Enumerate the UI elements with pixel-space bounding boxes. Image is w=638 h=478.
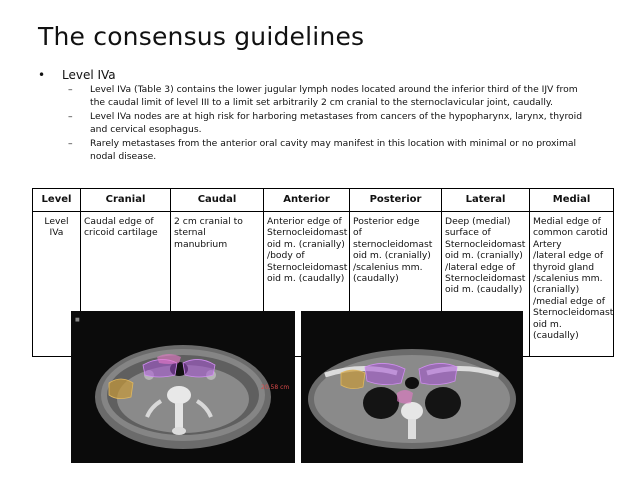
ct-image-left	[71, 311, 295, 463]
dash-symbol: –	[68, 138, 73, 149]
sub-bullet-text: Rarely metastases from the anterior oral cavity may manifest in this location with minimal or no proximal nodal disease.	[90, 138, 577, 162]
cell-line: Posterior edge	[353, 216, 420, 227]
cell-line: thyroid gland	[533, 261, 595, 273]
sub-bullet	[68, 84, 588, 109]
cell-line: sternocleidomast	[353, 238, 433, 250]
svg-text:■: ■	[75, 317, 80, 323]
cell-line: /medial edge of	[533, 295, 605, 307]
cell-line: oid m. (cranially)	[445, 250, 523, 262]
cell-line: oid m. (cranially)	[353, 250, 431, 262]
cell-line: oid m. (caudally)	[267, 273, 345, 285]
header-medial: Medial	[530, 189, 614, 212]
ct-scan-left-graphic	[71, 311, 295, 463]
cell-line: Caudal edge of	[84, 216, 154, 227]
cell-line: Level	[44, 216, 69, 227]
sub-bullet	[68, 138, 588, 163]
cell-line: /lateral edge of	[533, 250, 604, 262]
cell-line: Anterior edge of	[267, 216, 342, 227]
cell-line: /lateral edge of	[445, 261, 516, 273]
header-cranial: Cranial	[81, 189, 171, 212]
cell-line: Sternocleidomast	[445, 273, 526, 285]
dash-symbol: –	[68, 111, 73, 122]
sub-bullet-text: Level IVa (Table 3) contains the lower jugular lymph nodes located around the inferior third of the IJV from the caudal limit of level III to a limit set arbitrarily 2 cm cranial to the sternoclavicular joint, caudally.	[90, 84, 578, 108]
cell-line: Deep (medial)	[445, 216, 511, 227]
slide-title: The consensus guidelines	[38, 22, 365, 51]
cell-line: manubrium	[174, 238, 228, 250]
cell-line: Sternocleidomast	[533, 307, 614, 319]
cell-line: oid m. (cranially)	[267, 238, 345, 250]
cell-line: 2 cm cranial to	[174, 216, 243, 227]
cell-medial	[530, 212, 614, 357]
cell-line: surface of	[445, 227, 491, 239]
cell-line: Medial edge of	[533, 216, 601, 227]
bullet-text: Level IVa	[62, 68, 116, 82]
cell-line: oid m. (caudally)	[533, 318, 579, 342]
sub-bullet-text: Level IVa nodes are at high risk for harboring metastases from cancers of the hypopharynx, larynx, thyroid and cervical esophagus.	[90, 111, 583, 135]
header-caudal: Caudal	[171, 189, 264, 212]
cell-line: Sternocleidomast	[267, 227, 348, 239]
cell-line: Sternocleidomast	[267, 261, 348, 273]
cell-line: Sternocleidomast	[445, 238, 526, 250]
cell-line: (cranially)	[533, 284, 580, 296]
cell-line: IVa	[49, 227, 64, 239]
cell-line: sternal	[174, 227, 206, 239]
header-posterior: Posterior	[350, 189, 442, 212]
header-anterior: Anterior	[264, 189, 350, 212]
header-lateral: Lateral	[442, 189, 530, 212]
cell-line: /scalenius mm.	[533, 273, 603, 285]
sub-bullet	[68, 111, 588, 136]
cell-line: common carotid	[533, 227, 608, 239]
scale-label: 20.58 cm	[261, 384, 290, 391]
sub-bullet-list	[68, 84, 588, 165]
ct-image-right	[301, 311, 523, 463]
cell-line: /body of	[267, 250, 305, 262]
cell-line: of	[353, 227, 362, 239]
ct-scan-right-graphic	[301, 311, 523, 463]
cell-line: cricoid cartilage	[84, 227, 158, 239]
dash-symbol: –	[68, 84, 73, 95]
cell-line: Artery	[533, 238, 562, 250]
cell-line: (caudally)	[353, 273, 399, 285]
table-header-row	[33, 189, 614, 212]
cell-line: /scalenius mm.	[353, 261, 423, 273]
bullet-symbol: •	[38, 68, 46, 82]
cell-line: oid m. (caudally)	[445, 284, 523, 296]
header-level: Level	[33, 189, 81, 212]
